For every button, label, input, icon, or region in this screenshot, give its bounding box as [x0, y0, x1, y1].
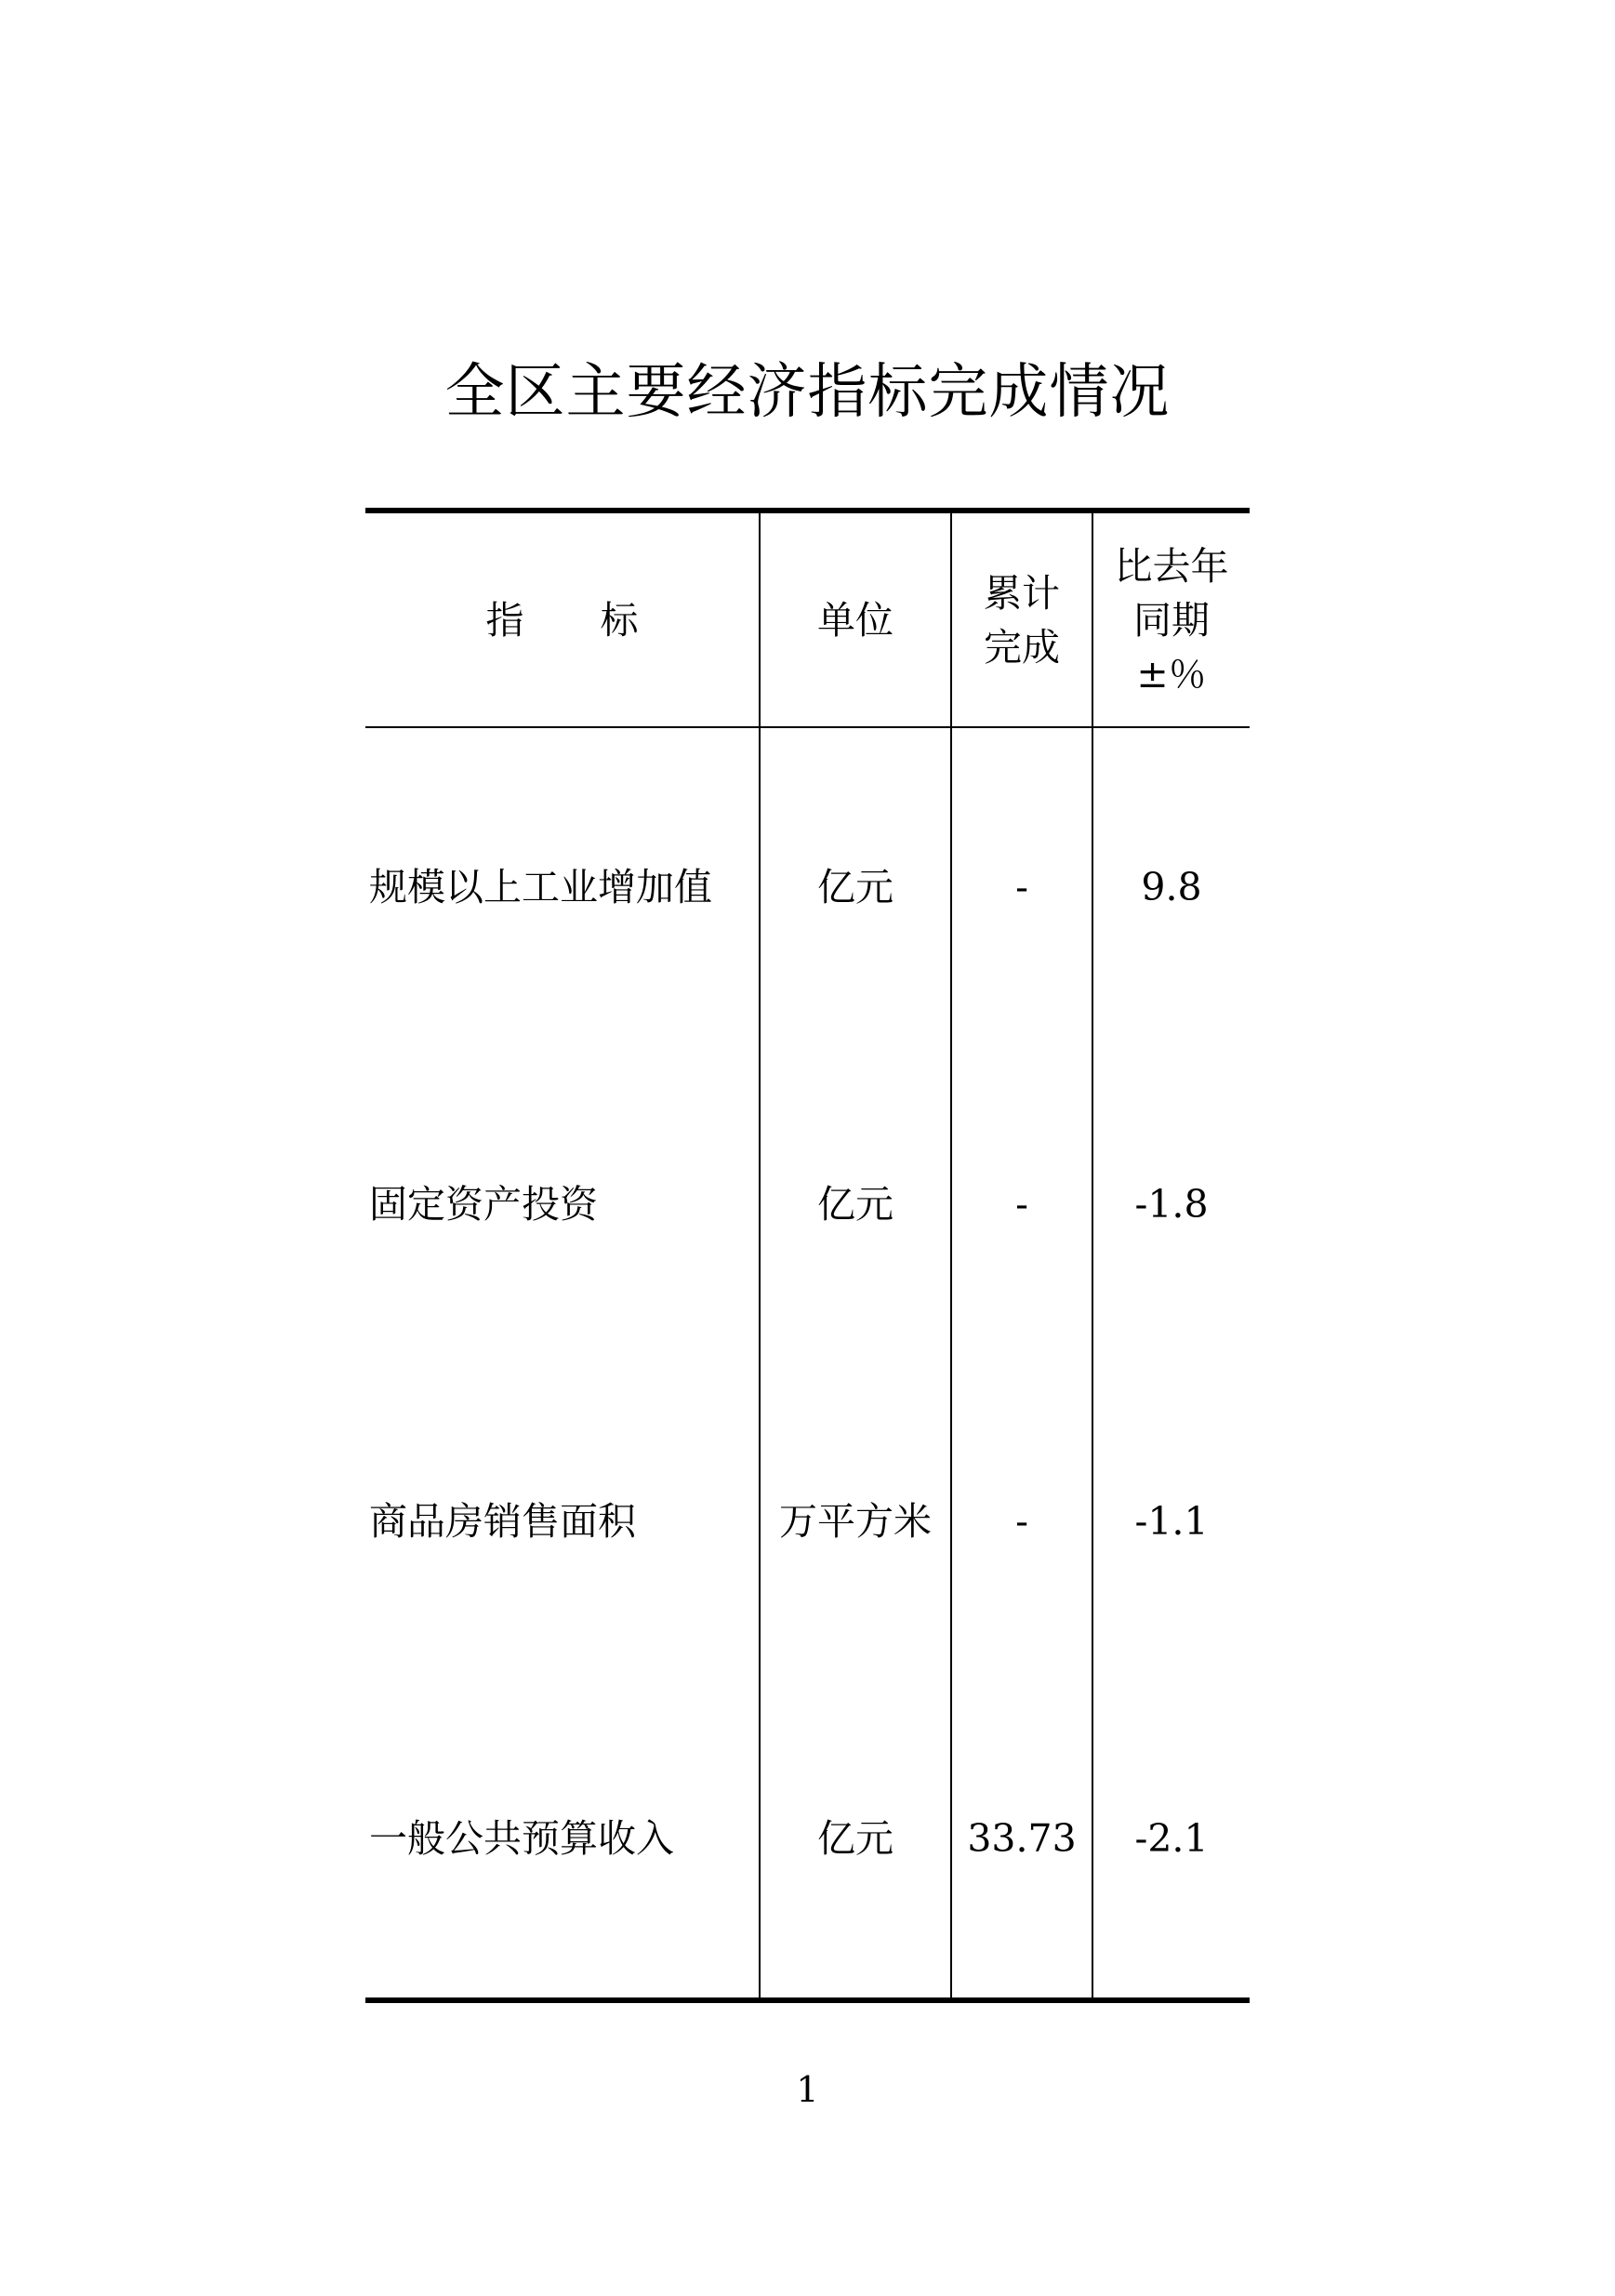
table-row-1-yoy: 9.8 — [1141, 864, 1202, 909]
indicators-table — [365, 508, 1250, 2003]
table-row-2-indicator: 固定资产投资 — [369, 1181, 598, 1227]
header-yoy-line1: 比去年 — [1114, 543, 1229, 589]
header-unit: 单位 — [817, 597, 894, 643]
header-yoy-line2: 同期 — [1133, 597, 1210, 643]
table-bottom-rule — [365, 1997, 1250, 2003]
header-indicator: 指 标 — [485, 597, 639, 643]
header-cumulative-line1: 累计 — [984, 570, 1060, 616]
table-row-4-cumulative: 33.73 — [967, 1815, 1077, 1861]
table-row-2-cumulative: - — [1015, 1181, 1028, 1227]
header-cumulative-text — [984, 566, 1060, 674]
table-row-4-unit: 亿元 — [817, 1815, 894, 1861]
table-row-3-cumulative: - — [1015, 1498, 1028, 1544]
page-number: 1 — [796, 2069, 819, 2110]
header-yoy — [1093, 513, 1250, 726]
table-row-1-unit: 亿元 — [817, 864, 894, 909]
header-cumulative-line2: 完成 — [984, 624, 1060, 670]
page-title: 全区主要经济指标完成情况 — [444, 358, 1171, 427]
table-row-2-yoy: -1.8 — [1134, 1181, 1209, 1227]
table-row-1-cumulative: - — [1015, 864, 1028, 909]
table-row-4-yoy: -2.1 — [1134, 1815, 1209, 1861]
table-row-1-indicator: 规模以上工业增加值 — [369, 864, 712, 909]
table-row-3-unit: 万平方米 — [779, 1498, 932, 1544]
header-cumulative — [952, 513, 1092, 726]
header-yoy-text — [1115, 539, 1229, 701]
header-yoy-line3: ±％ — [1136, 651, 1207, 697]
table-row-4-indicator: 一般公共预算收入 — [369, 1815, 674, 1861]
table-row-3-yoy: -1.1 — [1134, 1498, 1209, 1544]
table-row-2-unit: 亿元 — [817, 1181, 894, 1227]
table-row-3-indicator: 商品房销售面积 — [369, 1498, 636, 1544]
